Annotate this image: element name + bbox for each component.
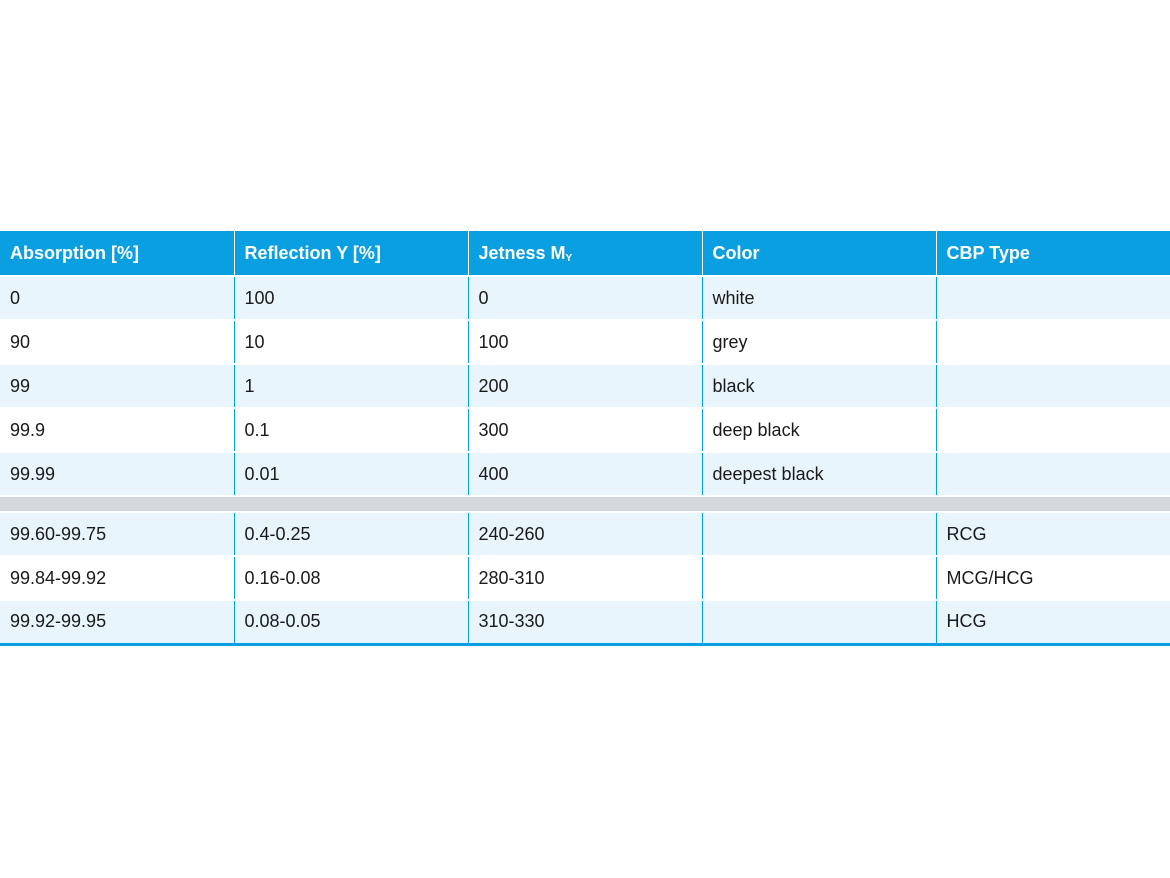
header-reflection: Reflection Y [%]: [234, 231, 468, 276]
header-cbp-type: CBP Type: [936, 231, 1170, 276]
group-separator: [0, 496, 1170, 512]
table-row: [0, 364, 1170, 408]
cell-cbp-type: HCG: [936, 600, 1170, 644]
table-row: [0, 556, 1170, 600]
cell-absorption: 0: [0, 276, 234, 320]
cell-absorption: 99.9: [0, 408, 234, 452]
cell-jetness: 100: [468, 320, 702, 364]
cell-jetness: 280-310: [468, 556, 702, 600]
cell-jetness: 200: [468, 364, 702, 408]
cell-reflection: 1: [234, 364, 468, 408]
cell-absorption: 99: [0, 364, 234, 408]
cell-cbp-type: RCG: [936, 512, 1170, 556]
header-color: Color: [702, 231, 936, 276]
header-jetness: Jetness $M_Y$: [468, 231, 702, 276]
cell-cbp-type: [936, 364, 1170, 408]
cell-reflection: 100: [234, 276, 468, 320]
cell-reflection: 0.01: [234, 452, 468, 496]
cell-jetness: 240-260: [468, 512, 702, 556]
cell-color: [702, 512, 936, 556]
cell-cbp-type: [936, 276, 1170, 320]
header-absorption: Absorption [%]: [0, 231, 234, 276]
cell-cbp-type: [936, 320, 1170, 364]
cell-color: black: [702, 364, 936, 408]
cell-jetness: 310-330: [468, 600, 702, 644]
cell-absorption: 99.84-99.92: [0, 556, 234, 600]
cell-reflection: 0.08-0.05: [234, 600, 468, 644]
table-body: [0, 276, 1170, 644]
cell-absorption: 99.99: [0, 452, 234, 496]
cell-absorption: 99.92-99.95: [0, 600, 234, 644]
cell-color: grey: [702, 320, 936, 364]
cell-color: deep black: [702, 408, 936, 452]
cell-cbp-type: MCG/HCG: [936, 556, 1170, 600]
cell-jetness: 400: [468, 452, 702, 496]
cell-color: [702, 600, 936, 644]
cell-jetness: 0: [468, 276, 702, 320]
header-row: [0, 231, 1170, 276]
table-row: [0, 452, 1170, 496]
absorption-table: [0, 231, 1170, 646]
cell-absorption: 99.60-99.75: [0, 512, 234, 556]
table-header: [0, 231, 1170, 276]
cell-cbp-type: [936, 452, 1170, 496]
cell-reflection: 0.1: [234, 408, 468, 452]
table-row: [0, 276, 1170, 320]
table-row: [0, 408, 1170, 452]
table-row: [0, 512, 1170, 556]
cell-reflection: 0.16-0.08: [234, 556, 468, 600]
cell-absorption: 90: [0, 320, 234, 364]
data-table-container: [0, 231, 1170, 646]
table-row: [0, 320, 1170, 364]
cell-color: [702, 556, 936, 600]
header-jetness-subscript: Y: [565, 252, 573, 264]
cell-cbp-type: [936, 408, 1170, 452]
table-row: [0, 600, 1170, 644]
cell-reflection: 10: [234, 320, 468, 364]
cell-jetness: 300: [468, 408, 702, 452]
cell-color: deepest black: [702, 452, 936, 496]
cell-color: white: [702, 276, 936, 320]
group-separator-row: [0, 496, 1170, 512]
cell-reflection: 0.4-0.25: [234, 512, 468, 556]
